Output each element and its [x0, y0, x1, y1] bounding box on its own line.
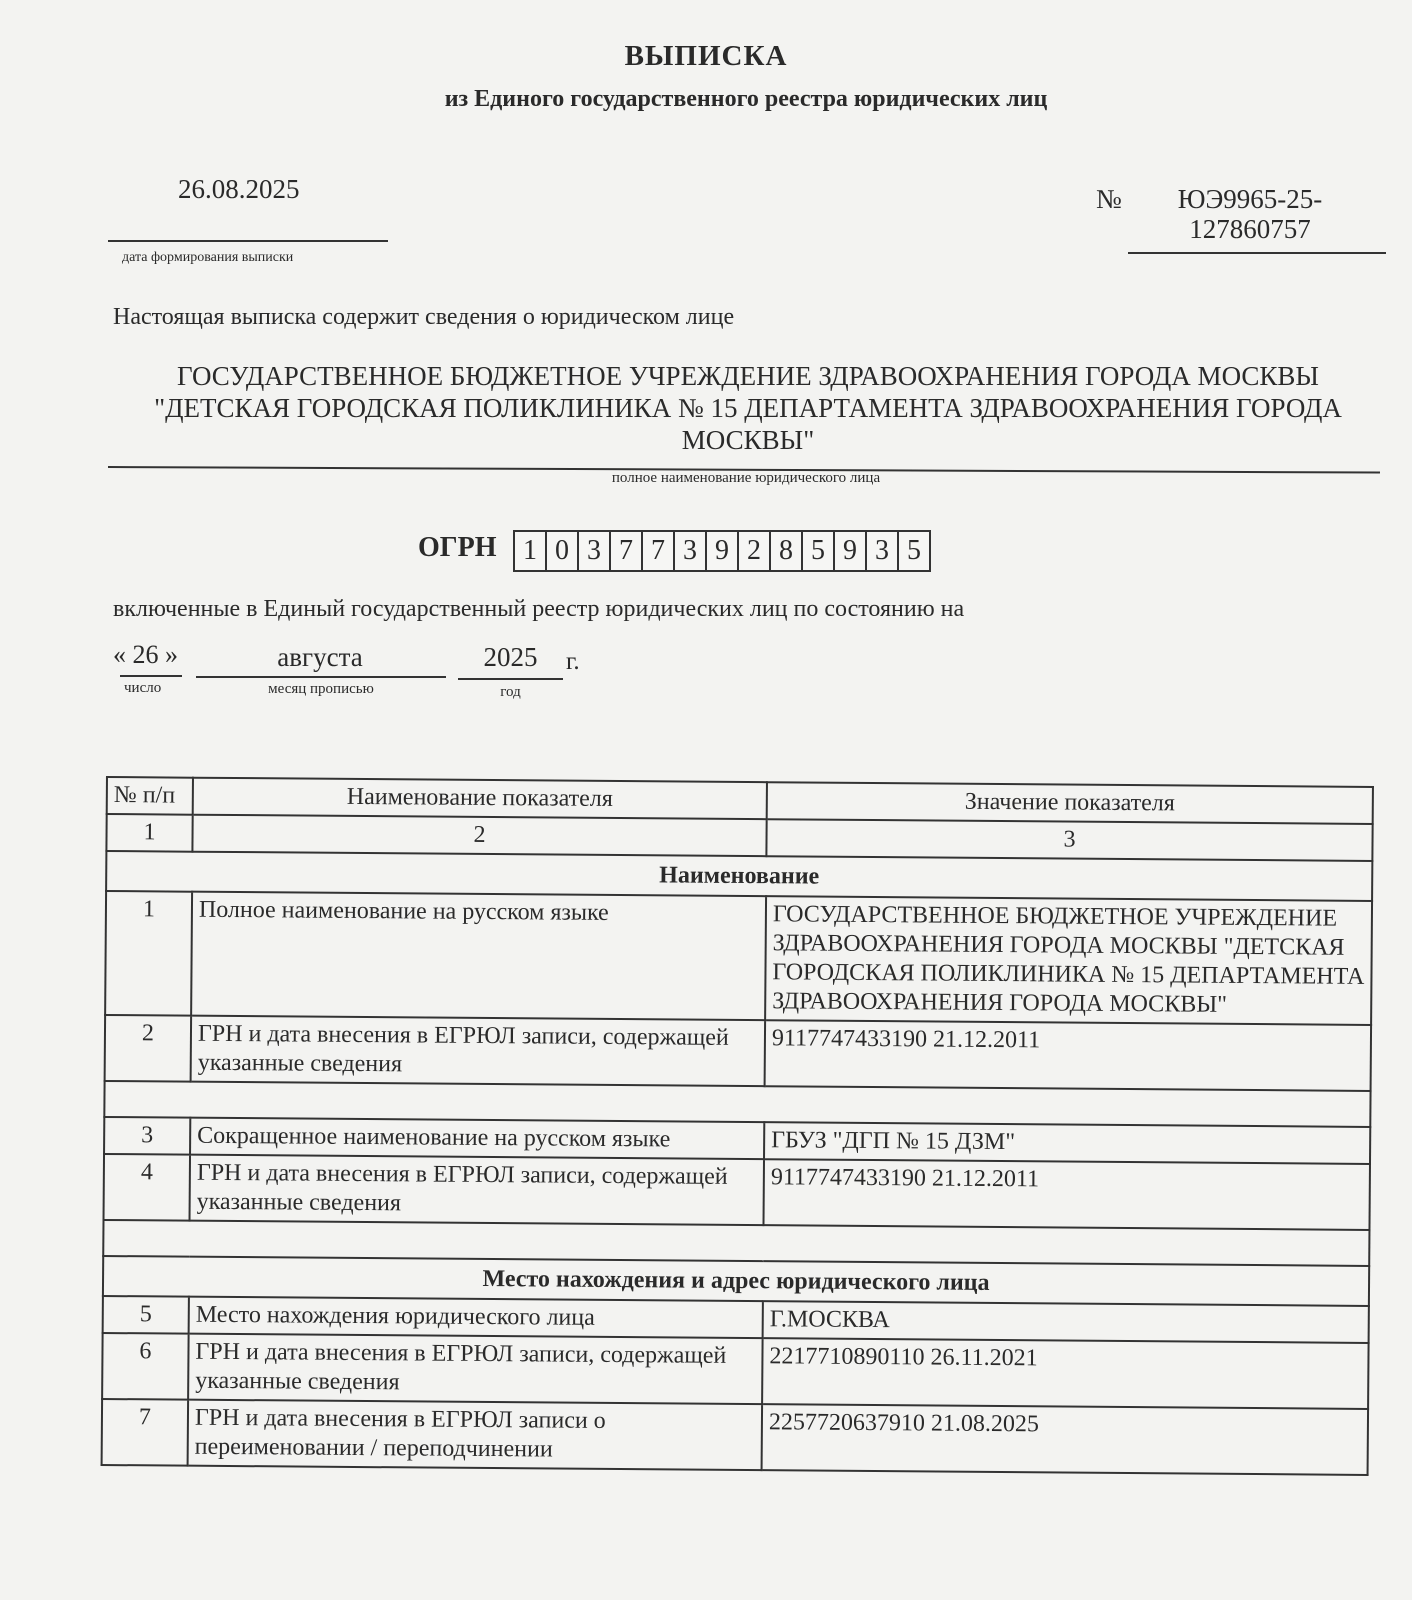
row-value: ГОСУДАРСТВЕННОЕ БЮДЖЕТНОЕ УЧРЕЖДЕНИЕ ЗДРАВООХРАНЕНИЯ ГОРОДА МОСКВЫ "ДЕТСКАЯ ГОРОДСКАЯ ПОЛИКЛИНИКА № 15 ДЕПАРТАМЕНТА ЗДРАВООХРАНЕНИЯ ГОРОДА МОСКВЫ" — [765, 896, 1372, 1025]
table-row — [104, 1154, 1370, 1230]
document-title: ВЫПИСКА — [624, 40, 788, 72]
row-number: 3 — [104, 1117, 190, 1155]
row-label: Сокращенное наименование на русском языке — [190, 1118, 764, 1160]
row-label: ГРН и дата внесения в ЕГРЮЛ записи, содержащей указанные сведения — [190, 1155, 765, 1226]
ogrn-digit: 7 — [609, 530, 643, 572]
table-row — [102, 1333, 1368, 1409]
row-label: ГРН и дата внесения в ЕГРЮЛ записи о переименовании / переподчинении — [188, 1400, 763, 1471]
row-value: 2257720637910 21.08.2025 — [762, 1404, 1368, 1475]
ogrn-digit: 7 — [641, 530, 675, 572]
state-month: августа — [277, 642, 363, 672]
column-number: 2 — [192, 815, 766, 857]
row-number: 1 — [105, 891, 192, 1016]
extract-number: ЮЭ9965-25-127860757 — [1177, 184, 1323, 244]
state-day: « 26 » — [113, 640, 178, 669]
formation-date: 26.08.2025 — [178, 174, 300, 204]
state-month-underline — [196, 676, 446, 678]
row-value: 2217710890110 26.11.2021 — [762, 1338, 1368, 1409]
year-suffix: г. — [566, 648, 580, 675]
ogrn-digit: 3 — [865, 530, 899, 572]
row-value: 9117747433190 21.12.2011 — [763, 1159, 1369, 1230]
ogrn-digit: 0 — [545, 530, 579, 572]
ogrn-digit: 8 — [769, 530, 803, 572]
entity-name-caption: полное наименование юридического лица — [611, 470, 881, 486]
row-number: 2 — [105, 1015, 192, 1082]
ogrn-digit: 5 — [801, 530, 835, 572]
number-sign: № — [1096, 184, 1122, 214]
ogrn-digit-boxes — [515, 530, 931, 572]
ogrn-digit: 9 — [705, 530, 739, 572]
formation-date-caption: дата формирования выписки — [122, 250, 294, 265]
ogrn-digit: 1 — [513, 530, 547, 572]
row-label: Место нахождения юридического лица — [189, 1297, 763, 1339]
header-cell-indicator: Наименование показателя — [193, 778, 767, 820]
section-title-name: Наименование — [106, 851, 1372, 901]
row-number: 5 — [103, 1296, 189, 1334]
row-label: Полное наименование на русском языке — [191, 892, 766, 1021]
column-number: 1 — [106, 814, 192, 852]
section-title-address: Место нахождения и адрес юридического лица — [103, 1256, 1369, 1306]
state-month-caption: месяц прописью — [268, 681, 374, 697]
ogrn-digit: 9 — [833, 530, 867, 572]
row-number: 4 — [104, 1154, 191, 1221]
ogrn-digit: 3 — [577, 530, 611, 572]
formation-date-underline — [108, 240, 388, 242]
ogrn-digit: 2 — [737, 530, 771, 572]
header-cell-value: Значение показателя — [767, 782, 1373, 824]
ogrn-digit: 3 — [673, 530, 707, 572]
included-text: включенные в Единый государственный реестр юридических лиц по состоянию на — [113, 596, 965, 622]
extract-number-underline — [1128, 252, 1386, 254]
state-day-caption: число — [124, 680, 162, 696]
row-value: 9117747433190 21.12.2011 — [765, 1020, 1371, 1091]
entity-full-name: ГОСУДАРСТВЕННОЕ БЮДЖЕТНОЕ УЧРЕЖДЕНИЕ ЗДРАВООХРАНЕНИЯ ГОРОДА МОСКВЫ "ДЕТСКАЯ ГОРОДСКАЯ ПОЛИКЛИНИКА № 15 ДЕПАРТАМЕНТА ЗДРАВООХРАНЕНИЯ ГОРОДА МОСКВЫ" — [154, 361, 1342, 455]
table-row — [105, 891, 1372, 1025]
state-year-underline — [458, 678, 563, 680]
row-number: 6 — [102, 1333, 189, 1400]
table-row — [105, 1015, 1371, 1091]
table-row — [102, 1399, 1368, 1475]
ogrn-digit: 5 — [897, 530, 931, 572]
row-value: Г.МОСКВА — [763, 1301, 1369, 1343]
ogrn-label: ОГРН — [418, 532, 497, 563]
row-value: ГБУЗ "ДГП № 15 ДЗМ" — [764, 1122, 1370, 1164]
header-cell-number: № п/п — [107, 777, 193, 815]
intro-text: Настоящая выписка содержит сведения о юридическом лице — [113, 304, 735, 330]
row-label: ГРН и дата внесения в ЕГРЮЛ записи, содержащей указанные сведения — [188, 1334, 763, 1405]
state-day-underline — [120, 675, 182, 677]
state-year-caption: год — [500, 684, 521, 700]
column-number: 3 — [766, 819, 1372, 861]
state-year: 2025 — [483, 642, 538, 672]
document-subtitle: из Единого государственного реестра юридических лиц — [444, 86, 1048, 112]
registry-table — [101, 776, 1374, 1476]
row-label: ГРН и дата внесения в ЕГРЮЛ записи, содержащей указанные сведения — [191, 1016, 766, 1087]
row-number: 7 — [102, 1399, 189, 1466]
